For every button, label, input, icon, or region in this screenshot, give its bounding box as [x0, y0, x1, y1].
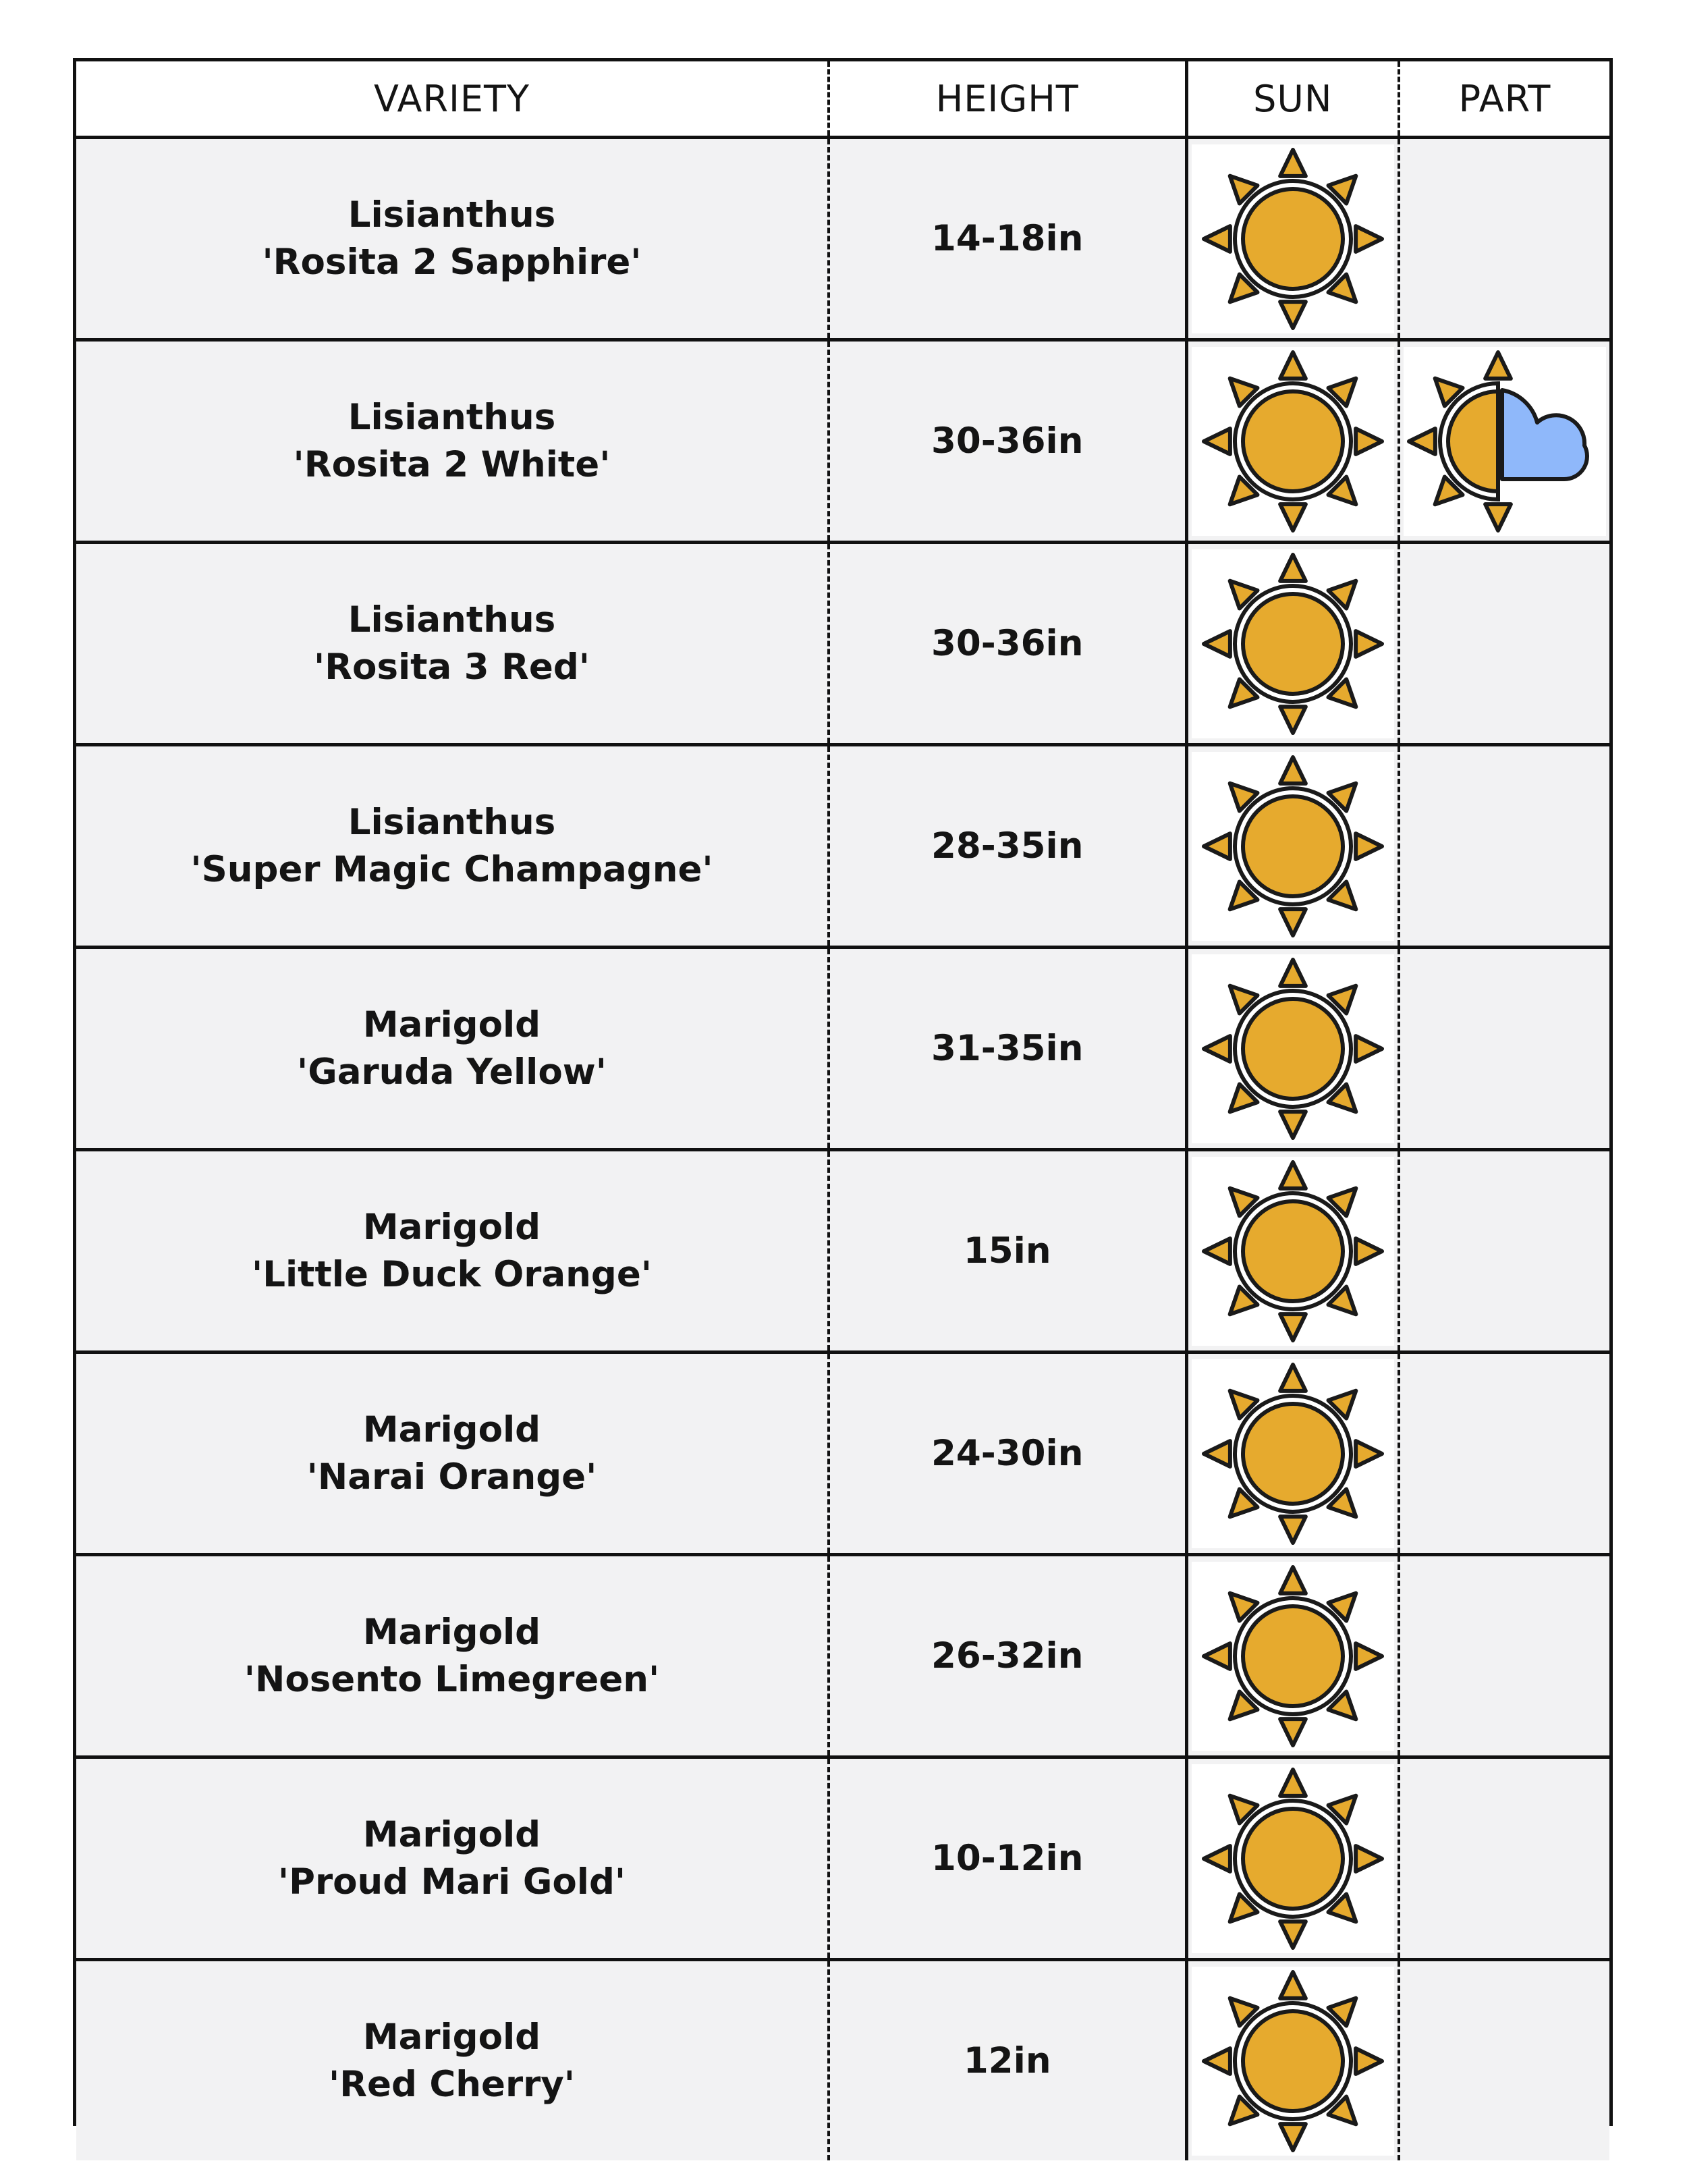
- height-cell: 24-30in: [829, 1353, 1186, 1555]
- table-row: [76, 1555, 1609, 1757]
- column-header-variety: VARIETY: [76, 61, 829, 138]
- part-cell: [1399, 948, 1609, 1150]
- part-cell: [1399, 745, 1609, 948]
- variety-cell: [76, 1757, 829, 1960]
- column-header-sun: SUN: [1186, 61, 1399, 138]
- sun-icon: [1198, 549, 1387, 738]
- sun-icon: [1198, 954, 1387, 1143]
- variety-cultivar: 'Rosita 2 White': [293, 443, 611, 485]
- variety-cultivar: 'Rosita 2 Sapphire': [262, 241, 642, 283]
- table-row: [76, 948, 1609, 1150]
- height-cell: 15in: [829, 1150, 1186, 1353]
- part-cell: [1399, 340, 1609, 543]
- part-cell: [1399, 138, 1609, 340]
- sun-cell: [1186, 745, 1399, 948]
- variety-cell: [76, 1150, 829, 1353]
- variety-genus: Marigold: [362, 1409, 541, 1450]
- variety-cultivar: 'Rosita 3 Red': [314, 646, 590, 688]
- height-cell: 31-35in: [829, 948, 1186, 1150]
- table-row: [76, 543, 1609, 745]
- variety-genus: Lisianthus: [348, 801, 556, 843]
- variety-grid: [76, 61, 1609, 2160]
- variety-cultivar: 'Red Cherry': [329, 2063, 575, 2105]
- variety-cell: [76, 948, 829, 1150]
- table-row: [76, 1353, 1609, 1555]
- variety-cell: [76, 138, 829, 340]
- height-cell: 10-12in: [829, 1757, 1186, 1960]
- sun-icon: [1198, 144, 1387, 333]
- height-cell: 30-36in: [829, 340, 1186, 543]
- plant-variety-table: [73, 58, 1613, 2126]
- variety-genus: Marigold: [362, 1206, 541, 1248]
- variety-cultivar: 'Nosento Limegreen': [244, 1658, 660, 1700]
- variety-genus: Marigold: [362, 2016, 541, 2058]
- variety-genus: Marigold: [362, 1611, 541, 1653]
- height-cell: 26-32in: [829, 1555, 1186, 1757]
- variety-cell: [76, 1960, 829, 2161]
- part-cell: [1399, 1757, 1609, 1960]
- part-cell: [1399, 543, 1609, 745]
- sun-cell: [1186, 1960, 1399, 2161]
- sun-icon: [1198, 1562, 1387, 1751]
- part-cell: [1399, 1960, 1609, 2161]
- table-row: [76, 340, 1609, 543]
- column-header-part: PART: [1399, 61, 1609, 138]
- variety-cell: [76, 340, 829, 543]
- variety-cultivar: 'Super Magic Champagne': [190, 848, 713, 890]
- sun-cell: [1186, 138, 1399, 340]
- sun-cell: [1186, 948, 1399, 1150]
- sun-cell: [1186, 1150, 1399, 1353]
- table-row: [76, 1960, 1609, 2161]
- part-cell: [1399, 1150, 1609, 1353]
- sun-cell: [1186, 1353, 1399, 1555]
- sun-cell: [1186, 1757, 1399, 1960]
- height-cell: 12in: [829, 1960, 1186, 2161]
- table-row: [76, 138, 1609, 340]
- sun-icon: [1198, 1967, 1387, 2156]
- part-cell: [1399, 1353, 1609, 1555]
- height-cell: 30-36in: [829, 543, 1186, 745]
- column-header-height: HEIGHT: [829, 61, 1186, 138]
- sun-cell: [1186, 1555, 1399, 1757]
- sun-icon: [1198, 1764, 1387, 1953]
- sun-cell: [1186, 543, 1399, 745]
- header-row: [76, 61, 1609, 138]
- table-row: [76, 1150, 1609, 1353]
- variety-cultivar: 'Garuda Yellow': [297, 1051, 607, 1093]
- variety-cultivar: 'Narai Orange': [306, 1456, 597, 1498]
- sun-icon: [1198, 752, 1387, 941]
- table-row: [76, 1757, 1609, 1960]
- variety-genus: Lisianthus: [348, 194, 556, 236]
- variety-cultivar: 'Little Duck Orange': [251, 1253, 653, 1295]
- cloud-icon: [1502, 390, 1587, 479]
- variety-cell: [76, 1353, 829, 1555]
- variety-cell: [76, 1555, 829, 1757]
- sun-icon: [1198, 1157, 1387, 1346]
- height-cell: 28-35in: [829, 745, 1186, 948]
- sun-icon: [1198, 1359, 1387, 1548]
- variety-cell: [76, 745, 829, 948]
- variety-genus: Marigold: [362, 1813, 541, 1855]
- variety-genus: Lisianthus: [348, 599, 556, 640]
- variety-cultivar: 'Proud Mari Gold': [277, 1861, 626, 1903]
- variety-cell: [76, 543, 829, 745]
- table-row: [76, 745, 1609, 948]
- variety-genus: Marigold: [362, 1004, 541, 1045]
- sun-icon: [1198, 347, 1387, 536]
- height-cell: 14-18in: [829, 138, 1186, 340]
- sun-cell: [1186, 340, 1399, 543]
- variety-genus: Lisianthus: [348, 396, 556, 438]
- part-sun-icon: [1404, 347, 1606, 536]
- part-cell: [1399, 1555, 1609, 1757]
